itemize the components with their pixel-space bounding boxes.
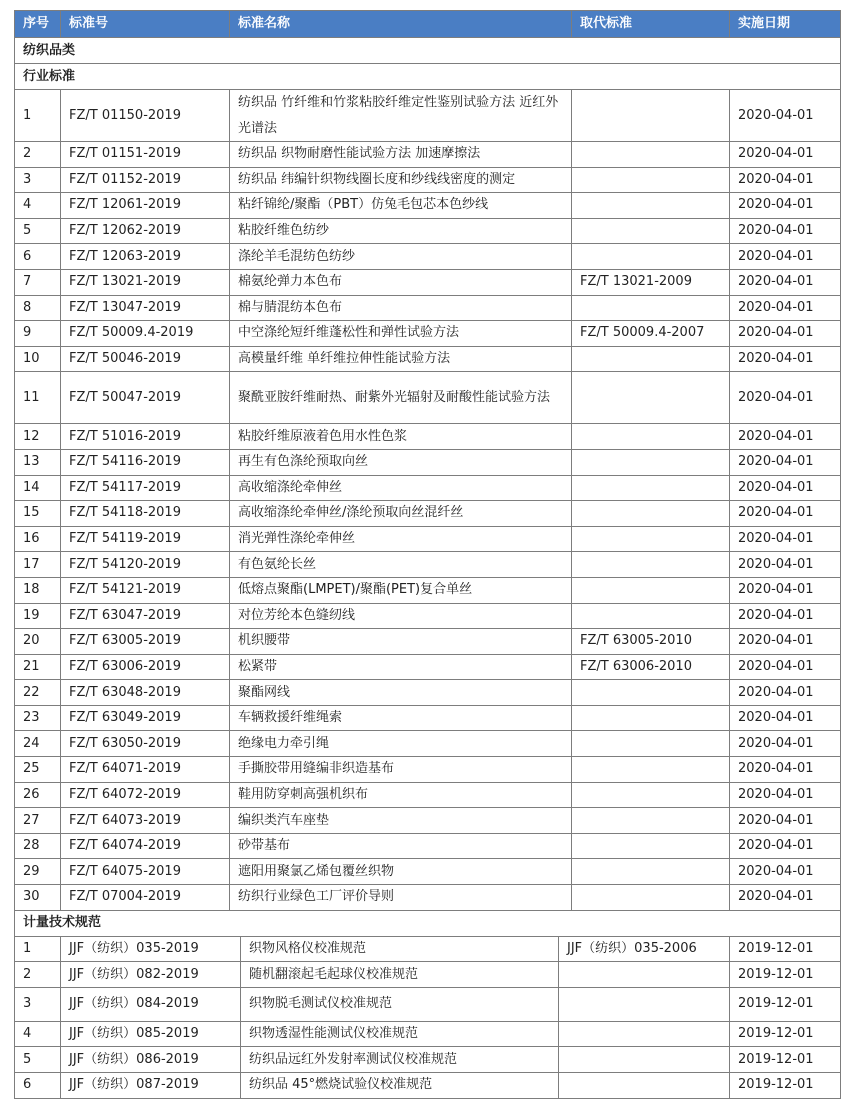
cell-name: 有色氨纶长丝	[230, 552, 572, 578]
table-row	[14, 476, 841, 502]
cell-name: 中空涤纶短纤维蓬松性和弹性试验方法	[230, 321, 572, 347]
cell-no: 28	[14, 834, 61, 860]
cell-replace	[572, 731, 730, 757]
cell-code: FZ/T 63005-2019	[61, 629, 230, 655]
cell-name: 车辆救援纤维绳索	[230, 706, 572, 732]
cell-name: 遮阳用聚氯乙烯包覆丝织物	[230, 859, 572, 885]
cell-replace	[572, 193, 730, 219]
cell-code: FZ/T 13047-2019	[61, 296, 230, 322]
cell-replace	[572, 450, 730, 476]
table-row	[14, 885, 841, 911]
cell-no: 17	[14, 552, 61, 578]
cell-replace	[559, 962, 730, 988]
table-row	[14, 962, 841, 988]
header-date: 实施日期	[730, 10, 841, 38]
cell-replace	[572, 424, 730, 450]
cell-no: 2	[14, 142, 61, 168]
cell-replace	[572, 885, 730, 911]
cell-date: 2019-12-01	[730, 1022, 841, 1048]
cell-no: 30	[14, 885, 61, 911]
cell-date: 2020-04-01	[730, 450, 841, 476]
cell-no: 16	[14, 527, 61, 553]
table-row	[14, 1022, 841, 1048]
cell-replace	[572, 296, 730, 322]
cell-code: FZ/T 63047-2019	[61, 604, 230, 630]
table-row	[14, 629, 841, 655]
cell-code: FZ/T 07004-2019	[61, 885, 230, 911]
table-row	[14, 501, 841, 527]
cell-replace: FZ/T 50009.4-2007	[572, 321, 730, 347]
cell-code: FZ/T 54118-2019	[61, 501, 230, 527]
cell-no: 6	[14, 1073, 61, 1099]
cell-no: 4	[14, 193, 61, 219]
cell-name: 随机翻滚起毛起球仪校准规范	[241, 962, 559, 988]
cell-name: 编织类汽车座垫	[230, 808, 572, 834]
cell-replace	[572, 604, 730, 630]
cell-replace	[559, 988, 730, 1022]
table-row	[14, 527, 841, 553]
table-row	[14, 193, 841, 219]
cell-replace	[572, 501, 730, 527]
cell-replace	[572, 527, 730, 553]
cell-code: FZ/T 54117-2019	[61, 476, 230, 502]
table-row	[14, 1047, 841, 1073]
cell-code: JJF（纺织）087-2019	[61, 1073, 241, 1099]
cell-date: 2020-04-01	[730, 757, 841, 783]
cell-code: FZ/T 63048-2019	[61, 680, 230, 706]
cell-date: 2020-04-01	[730, 834, 841, 860]
cell-name: 高模量纤维 单纤维拉伸性能试验方法	[230, 347, 572, 373]
cell-date: 2020-04-01	[730, 885, 841, 911]
cell-replace	[559, 1073, 730, 1099]
cell-date: 2020-04-01	[730, 859, 841, 885]
table-row	[14, 450, 841, 476]
cell-name: 粘纤锦纶/聚酯（PBT）仿兔毛包芯本色纱线	[230, 193, 572, 219]
cell-date: 2020-04-01	[730, 731, 841, 757]
table-row	[14, 552, 841, 578]
cell-replace	[572, 552, 730, 578]
cell-no: 5	[14, 219, 61, 245]
table-row	[14, 988, 841, 1022]
cell-date: 2020-04-01	[730, 424, 841, 450]
cell-name: 棉氨纶弹力本色布	[230, 270, 572, 296]
cell-date: 2020-04-01	[730, 578, 841, 604]
cell-replace	[572, 90, 730, 142]
cell-date: 2020-04-01	[730, 244, 841, 270]
cell-date: 2020-04-01	[730, 168, 841, 194]
cell-code: FZ/T 64074-2019	[61, 834, 230, 860]
cell-replace: FZ/T 63006-2010	[572, 655, 730, 681]
cell-replace	[572, 834, 730, 860]
cell-date: 2020-04-01	[730, 501, 841, 527]
cell-code: FZ/T 51016-2019	[61, 424, 230, 450]
cell-name: 织物透湿性能测试仪校准规范	[241, 1022, 559, 1048]
cell-date: 2020-04-01	[730, 219, 841, 245]
cell-code: JJF（纺织）086-2019	[61, 1047, 241, 1073]
cell-code: FZ/T 63050-2019	[61, 731, 230, 757]
cell-code: FZ/T 54121-2019	[61, 578, 230, 604]
cell-code: FZ/T 63049-2019	[61, 706, 230, 732]
category-row	[14, 38, 841, 64]
cell-no: 6	[14, 244, 61, 270]
cell-name: 涤纶羊毛混纺色纺纱	[230, 244, 572, 270]
cell-code: JJF（纺织）082-2019	[61, 962, 241, 988]
cell-replace	[572, 244, 730, 270]
cell-no: 7	[14, 270, 61, 296]
cell-no: 3	[14, 988, 61, 1022]
cell-name: 聚酰亚胺纤维耐热、耐紫外光辐射及耐酸性能试验方法	[230, 372, 572, 424]
cell-name: 松紧带	[230, 655, 572, 681]
cell-date: 2020-04-01	[730, 476, 841, 502]
cell-replace	[572, 859, 730, 885]
cell-replace: FZ/T 13021-2009	[572, 270, 730, 296]
cell-name: 砂带基布	[230, 834, 572, 860]
cell-name: 纺织品 织物耐磨性能试验方法 加速摩擦法	[230, 142, 572, 168]
cell-name: 纺织品 纬编针织物线圈长度和纱线线密度的测定	[230, 168, 572, 194]
cell-code: FZ/T 64073-2019	[61, 808, 230, 834]
cell-no: 27	[14, 808, 61, 834]
cell-code: FZ/T 12062-2019	[61, 219, 230, 245]
cell-date: 2019-12-01	[730, 1073, 841, 1099]
table-row	[14, 937, 841, 963]
cell-no: 19	[14, 604, 61, 630]
cell-date: 2020-04-01	[730, 604, 841, 630]
cell-name: 机织腰带	[230, 629, 572, 655]
table-row	[14, 783, 841, 809]
cell-no: 24	[14, 731, 61, 757]
cell-code: FZ/T 01150-2019	[61, 90, 230, 142]
table-row	[14, 219, 841, 245]
header-code: 标准号	[61, 10, 230, 38]
cell-name: 聚酯网线	[230, 680, 572, 706]
category-title: 纺织品类	[14, 38, 841, 64]
cell-date: 2020-04-01	[730, 527, 841, 553]
table-row	[14, 90, 841, 142]
cell-name: 织物风格仪校准规范	[241, 937, 559, 963]
table-row	[14, 244, 841, 270]
cell-code: FZ/T 64072-2019	[61, 783, 230, 809]
cell-date: 2020-04-01	[730, 783, 841, 809]
cell-date: 2020-04-01	[730, 706, 841, 732]
cell-name: 再生有色涤纶预取向丝	[230, 450, 572, 476]
cell-no: 1	[14, 937, 61, 963]
cell-replace: FZ/T 63005-2010	[572, 629, 730, 655]
section-row	[14, 911, 841, 937]
section-title: 行业标准	[14, 64, 841, 90]
cell-date: 2019-12-01	[730, 962, 841, 988]
cell-name: 纺织行业绿色工厂评价导则	[230, 885, 572, 911]
table-row	[14, 372, 841, 424]
cell-replace	[572, 808, 730, 834]
table-row	[14, 168, 841, 194]
cell-replace	[572, 168, 730, 194]
cell-replace	[559, 1022, 730, 1048]
table-row	[14, 424, 841, 450]
cell-code: FZ/T 64075-2019	[61, 859, 230, 885]
cell-date: 2020-04-01	[730, 655, 841, 681]
header-no: 序号	[14, 10, 61, 38]
cell-no: 15	[14, 501, 61, 527]
cell-no: 12	[14, 424, 61, 450]
table-row	[14, 706, 841, 732]
cell-replace	[572, 783, 730, 809]
cell-code: FZ/T 50047-2019	[61, 372, 230, 424]
section-title: 计量技术规范	[14, 911, 841, 937]
cell-code: FZ/T 01152-2019	[61, 168, 230, 194]
header-replace: 取代标准	[572, 10, 730, 38]
cell-date: 2020-04-01	[730, 808, 841, 834]
table-row	[14, 604, 841, 630]
cell-code: FZ/T 54116-2019	[61, 450, 230, 476]
cell-no: 23	[14, 706, 61, 732]
cell-date: 2020-04-01	[730, 90, 841, 142]
cell-replace	[572, 706, 730, 732]
cell-date: 2020-04-01	[730, 142, 841, 168]
standards-table	[14, 10, 841, 1099]
cell-code: FZ/T 63006-2019	[61, 655, 230, 681]
cell-no: 18	[14, 578, 61, 604]
section-row	[14, 64, 841, 90]
table-row	[14, 142, 841, 168]
cell-name: 纺织品远红外发射率测试仪校准规范	[241, 1047, 559, 1073]
cell-date: 2020-04-01	[730, 270, 841, 296]
table-row	[14, 808, 841, 834]
cell-date: 2020-04-01	[730, 321, 841, 347]
cell-no: 29	[14, 859, 61, 885]
cell-date: 2020-04-01	[730, 552, 841, 578]
cell-name: 纺织品 竹纤维和竹浆粘胶纤维定性鉴别试验方法 近红外光谱法	[230, 90, 572, 142]
table-row	[14, 757, 841, 783]
cell-replace	[572, 757, 730, 783]
cell-date: 2019-12-01	[730, 988, 841, 1022]
cell-code: JJF（纺织）035-2019	[61, 937, 241, 963]
cell-replace	[572, 142, 730, 168]
cell-no: 8	[14, 296, 61, 322]
table-row	[14, 655, 841, 681]
cell-replace	[572, 372, 730, 424]
cell-no: 9	[14, 321, 61, 347]
cell-name: 高收缩涤纶牵伸丝	[230, 476, 572, 502]
cell-replace: JJF（纺织）035-2006	[559, 937, 730, 963]
cell-date: 2020-04-01	[730, 372, 841, 424]
cell-no: 26	[14, 783, 61, 809]
cell-code: FZ/T 12063-2019	[61, 244, 230, 270]
cell-replace	[572, 347, 730, 373]
table-row	[14, 834, 841, 860]
cell-code: FZ/T 64071-2019	[61, 757, 230, 783]
cell-code: FZ/T 54120-2019	[61, 552, 230, 578]
cell-no: 5	[14, 1047, 61, 1073]
cell-date: 2019-12-01	[730, 937, 841, 963]
table-row	[14, 680, 841, 706]
cell-date: 2019-12-01	[730, 1047, 841, 1073]
cell-name: 粘胶纤维色纺纱	[230, 219, 572, 245]
cell-name: 粘胶纤维原液着色用水性色浆	[230, 424, 572, 450]
cell-no: 3	[14, 168, 61, 194]
table-row	[14, 270, 841, 296]
cell-no: 4	[14, 1022, 61, 1048]
cell-name: 手撕胶带用缝编非织造基布	[230, 757, 572, 783]
cell-code: FZ/T 12061-2019	[61, 193, 230, 219]
cell-no: 22	[14, 680, 61, 706]
table-row	[14, 731, 841, 757]
cell-name: 消光弹性涤纶牵伸丝	[230, 527, 572, 553]
cell-code: FZ/T 50009.4-2019	[61, 321, 230, 347]
table-header	[14, 10, 841, 38]
cell-no: 21	[14, 655, 61, 681]
cell-date: 2020-04-01	[730, 193, 841, 219]
table-row	[14, 578, 841, 604]
cell-no: 20	[14, 629, 61, 655]
cell-no: 1	[14, 90, 61, 142]
table-row	[14, 859, 841, 885]
cell-no: 11	[14, 372, 61, 424]
cell-code: JJF（纺织）085-2019	[61, 1022, 241, 1048]
cell-code: JJF（纺织）084-2019	[61, 988, 241, 1022]
cell-no: 2	[14, 962, 61, 988]
cell-replace	[572, 578, 730, 604]
table-body	[14, 64, 841, 1099]
cell-no: 13	[14, 450, 61, 476]
cell-name: 棉与腈混纺本色布	[230, 296, 572, 322]
cell-name: 绝缘电力牵引绳	[230, 731, 572, 757]
cell-code: FZ/T 01151-2019	[61, 142, 230, 168]
cell-no: 25	[14, 757, 61, 783]
table-row	[14, 1073, 841, 1099]
header-name: 标准名称	[230, 10, 572, 38]
cell-no: 14	[14, 476, 61, 502]
cell-code: FZ/T 13021-2019	[61, 270, 230, 296]
cell-replace	[572, 476, 730, 502]
cell-name: 鞋用防穿刺高强机织布	[230, 783, 572, 809]
cell-date: 2020-04-01	[730, 629, 841, 655]
table-row	[14, 321, 841, 347]
cell-replace	[572, 219, 730, 245]
cell-date: 2020-04-01	[730, 347, 841, 373]
cell-date: 2020-04-01	[730, 296, 841, 322]
cell-name: 对位芳纶本色缝纫线	[230, 604, 572, 630]
cell-name: 纺织品 45°燃烧试验仪校准规范	[241, 1073, 559, 1099]
table-row	[14, 347, 841, 373]
cell-name: 高收缩涤纶牵伸丝/涤纶预取向丝混纤丝	[230, 501, 572, 527]
table-row	[14, 296, 841, 322]
cell-name: 织物脱毛测试仪校准规范	[241, 988, 559, 1022]
cell-name: 低熔点聚酯(LMPET)/聚酯(PET)复合单丝	[230, 578, 572, 604]
cell-no: 10	[14, 347, 61, 373]
cell-date: 2020-04-01	[730, 680, 841, 706]
cell-replace	[572, 680, 730, 706]
cell-replace	[559, 1047, 730, 1073]
cell-code: FZ/T 50046-2019	[61, 347, 230, 373]
cell-code: FZ/T 54119-2019	[61, 527, 230, 553]
